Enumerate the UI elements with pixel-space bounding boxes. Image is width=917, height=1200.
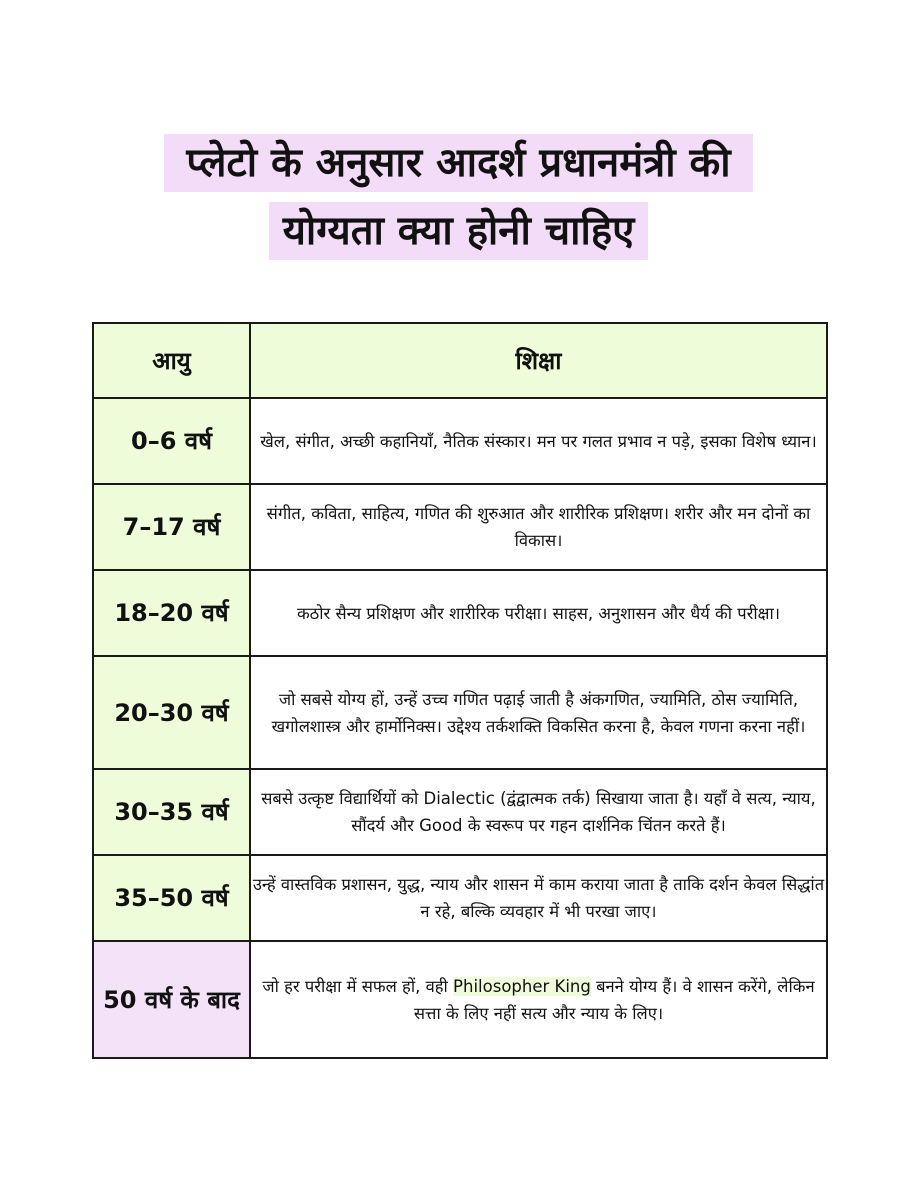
title-line-1: प्लेटो के अनुसार आदर्श प्रधानमंत्री की [164,134,752,192]
age-cell: 30–35 वर्ष [93,769,250,855]
age-cell: 0–6 वर्ष [93,398,250,484]
table-row [93,769,827,855]
title-line-2: योग्यता क्या होनी चाहिए [269,202,649,260]
age-cell: 18–20 वर्ष [93,570,250,656]
education-cell: सबसे उत्कृष्ट विद्यार्थियों को Dialectic (द्वंद्वात्मक तर्क) सिखाया जाता है। यहाँ वे सत्य, न्याय, सौंदर्य और Good के स्वरूप पर गहन दार्शनिक चिंतन करते हैं। [250,769,827,855]
age-cell: 50 वर्ष के बाद [93,941,250,1058]
table-row [93,941,827,1058]
education-cell [250,941,827,1058]
education-table [92,322,828,1059]
education-cell: उन्हें वास्तविक प्रशासन, युद्ध, न्याय और शासन में काम कराया जाता है ताकि दर्शन केवल सिद्धांत न रहे, बल्कि व्यवहार में भी परखा जाए। [250,855,827,941]
header-age: आयु [93,323,250,398]
table-row [93,855,827,941]
table-header-row [93,323,827,398]
table-row [93,656,827,769]
table-row [93,484,827,570]
age-cell: 20–30 वर्ष [93,656,250,769]
age-cell: 7–17 वर्ष [93,484,250,570]
page-title [0,134,917,260]
education-cell: जो सबसे योग्य हों, उन्हें उच्च गणित पढ़ाई जाती है अंकगणित, ज्यामिति, ठोस ज्यामिति, खगोलशास्त्र और हार्मोनिक्स। उद्देश्य तर्कशक्ति विकसित करना है, केवल गणना करना नहीं। [250,656,827,769]
age-cell: 35–50 वर्ष [93,855,250,941]
header-education: शिक्षा [250,323,827,398]
table-row [93,570,827,656]
philosopher-king-highlight: Philosopher King [453,976,591,996]
education-cell: संगीत, कविता, साहित्य, गणित की शुरुआत और शारीरिक प्रशिक्षण। शरीर और मन दोनों का विकास। [250,484,827,570]
education-cell: खेल, संगीत, अच्छी कहानियाँ, नैतिक संस्कार। मन पर गलत प्रभाव न पड़े, इसका विशेष ध्यान। [250,398,827,484]
education-cell: कठोर सैन्य प्रशिक्षण और शारीरिक परीक्षा। साहस, अनुशासन और धैर्य की परीक्षा। [250,570,827,656]
education-text-before: जो हर परीक्षा में सफल हों, वही [262,976,454,996]
education-text-after: बनने योग्य हैं। वे शासन करेंगे, लेकिन सत्ता के लिए नहीं सत्य और न्याय के लिए। [413,976,815,1023]
table-row [93,398,827,484]
